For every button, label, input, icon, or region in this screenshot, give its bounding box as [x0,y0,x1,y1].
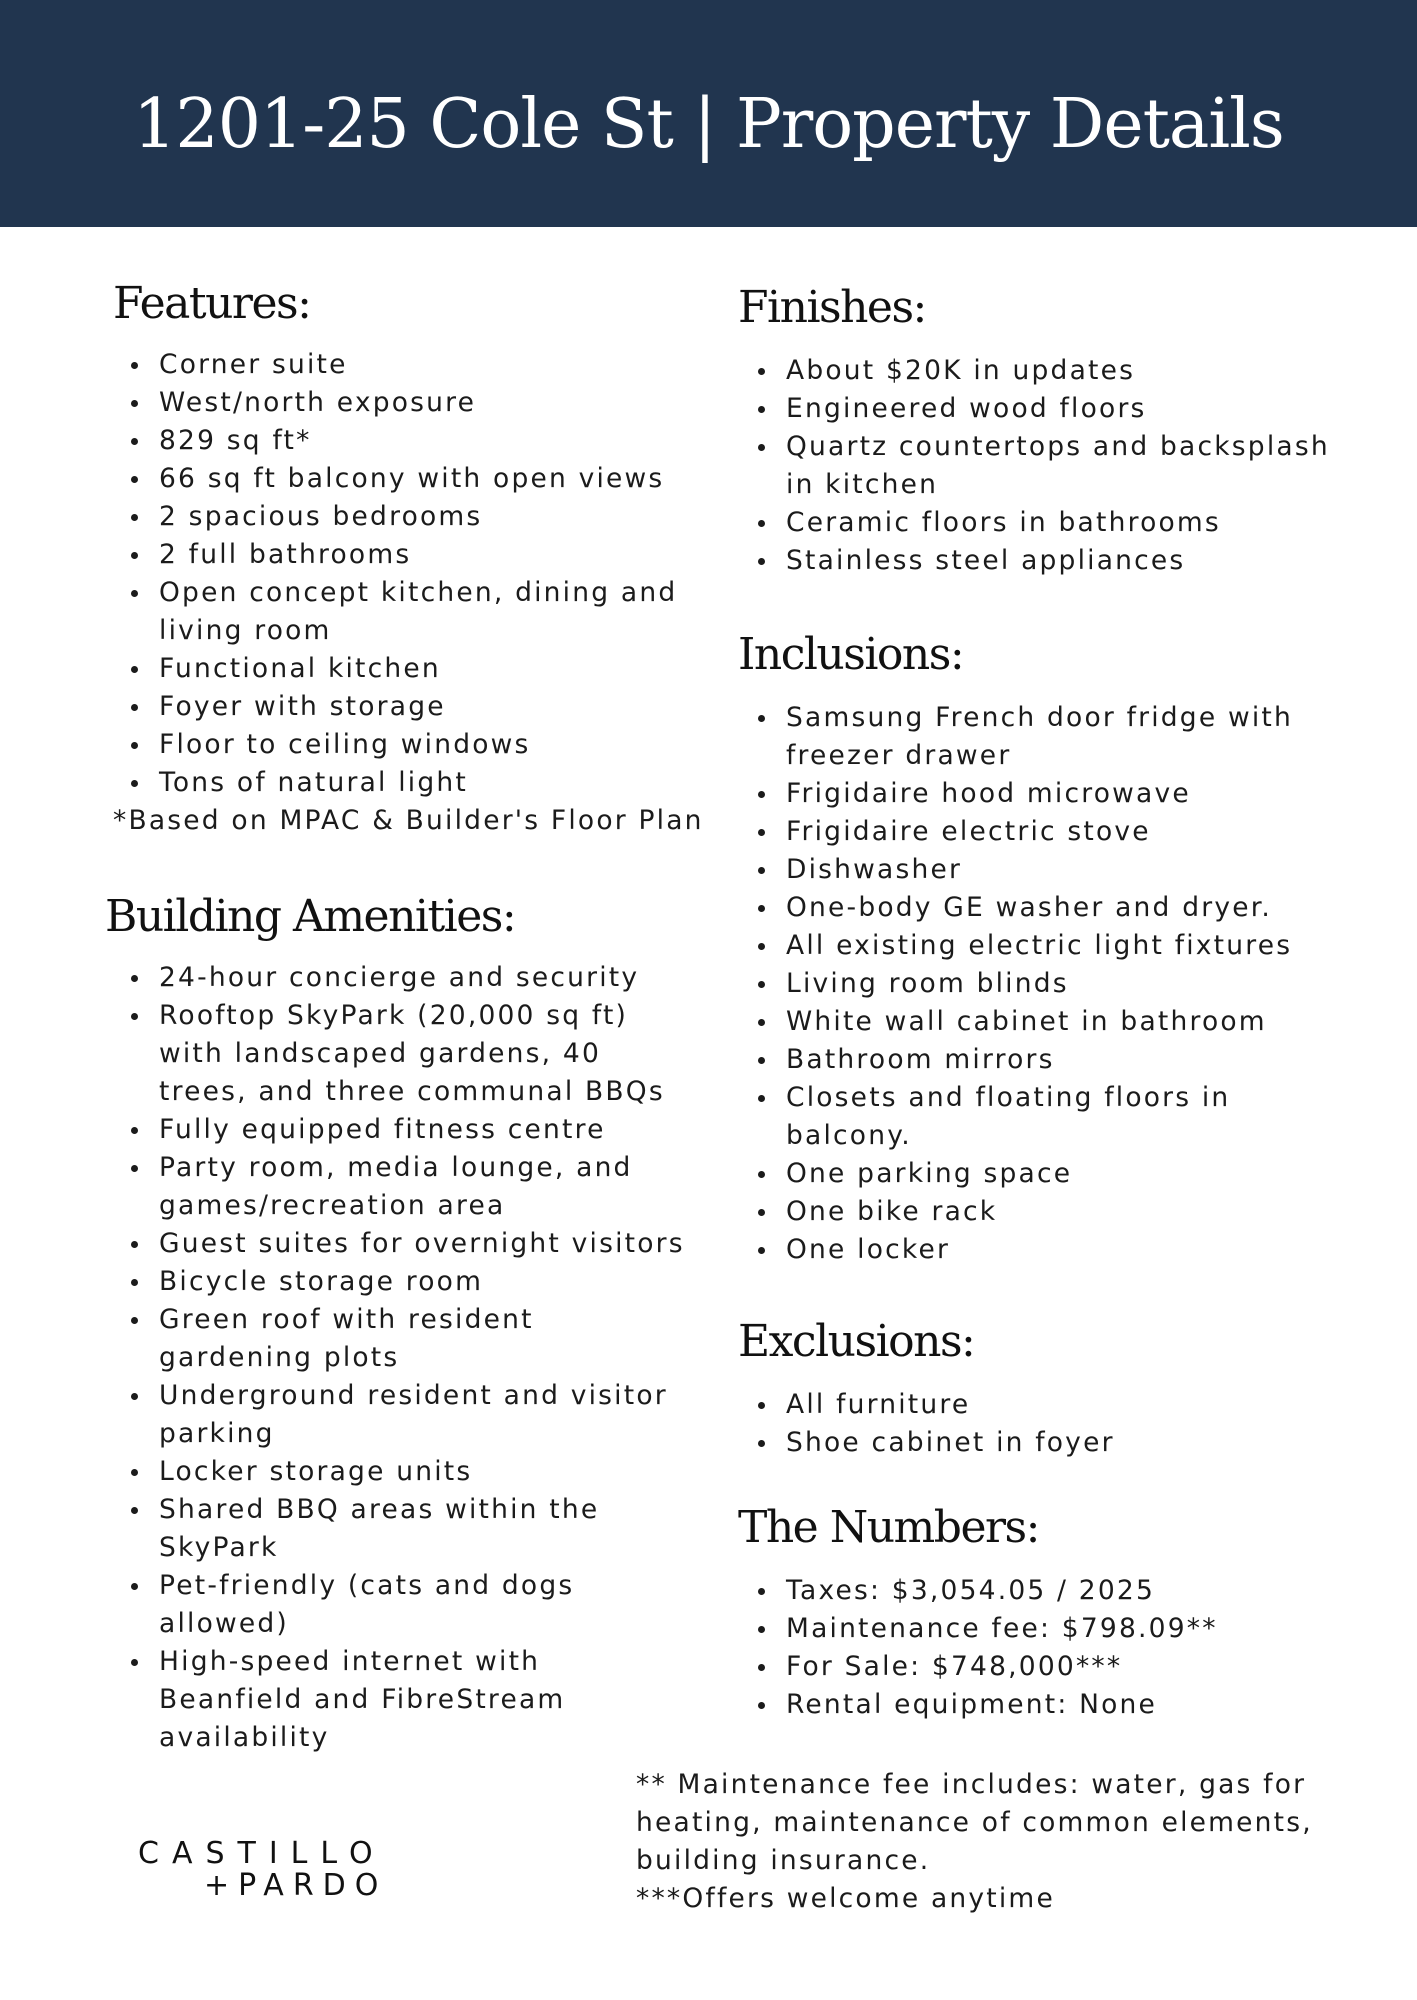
offers-footnote: ***Offers welcome anytime [636,1883,1055,1914]
list-item: White wall cabinet in bathroom [740,1003,1348,1041]
features-heading: Features: [113,278,311,329]
list-item: Pet-friendly (cats and dogs allowed) [113,1567,695,1643]
list-item: Dishwasher [740,851,1348,889]
features-list [113,346,693,802]
list-item: Party room, media lounge, and games/recreation area [113,1149,695,1225]
inclusions-list [740,699,1348,1269]
list-item: About $20K in updates [740,352,1348,390]
list-item: West/north exposure [113,384,693,422]
logo-line-castillo: CASTILLO [138,1836,386,1871]
list-item: 2 spacious bedrooms [113,498,693,536]
exclusions-heading: Exclusions: [738,1316,975,1367]
list-item: Bathroom mirrors [740,1041,1348,1079]
list-item: 2 full bathrooms [113,536,693,574]
floor-plan-footnote: *Based on MPAC & Builder's Floor Plan [113,805,704,836]
list-item: For Sale: $748,000*** [740,1648,1348,1686]
list-item: Functional kitchen [113,650,693,688]
list-item: Bicycle storage room [113,1263,695,1301]
header-banner [0,0,1417,227]
list-item: Frigidaire hood microwave [740,775,1348,813]
list-item: One parking space [740,1155,1348,1193]
list-item: 829 sq ft* [113,422,693,460]
list-item: One bike rack [740,1193,1348,1231]
numbers-list [740,1572,1348,1724]
list-item: Stainless steel appliances [740,542,1348,580]
list-item: Engineered wood floors [740,390,1348,428]
list-item: Open concept kitchen, dining and living room [113,574,693,650]
list-item: Frigidaire electric stove [740,813,1348,851]
maintenance-footnote-line: heating, maintenance of common elements, [636,1807,1313,1838]
amenities-heading: Building Amenities: [105,891,516,942]
brokerage-logo [138,1838,398,1902]
list-item: All furniture [740,1386,1348,1424]
list-item: Green roof with resident gardening plots [113,1301,695,1377]
list-item: Maintenance fee: $798.09** [740,1610,1348,1648]
list-item: Corner suite [113,346,693,384]
list-item: Rooftop SkyPark (20,000 sq ft) with landscaped gardens, 40 trees, and three communal BBQs [113,997,695,1111]
list-item: Guest suites for overnight visitors [113,1225,695,1263]
list-item: Floor to ceiling windows [113,726,693,764]
amenities-list [113,959,695,1757]
list-item: Rental equipment: None [740,1686,1348,1724]
list-item: Quartz countertops and backsplash in kitchen [740,428,1348,504]
inclusions-section [738,627,1348,1269]
amenities-section [105,889,695,1757]
list-item: Underground resident and visitor parking [113,1377,695,1453]
list-item: Foyer with storage [113,688,693,726]
list-item: One-body GE washer and dryer. [740,889,1348,927]
list-item: 66 sq ft balcony with open views [113,460,693,498]
list-item: Taxes: $3,054.05 / 2025 [740,1572,1348,1610]
list-item: Tons of natural light [113,764,693,802]
list-item: Closets and floating floors in balcony. [740,1079,1348,1155]
finishes-section [738,280,1348,580]
list-item: 24-hour concierge and security [113,959,695,997]
list-item: Shared BBQ areas within the SkyPark [113,1491,695,1567]
logo-line-pardo: +PARDO [204,1868,388,1903]
features-section [113,276,693,802]
maintenance-footnote-line: ** Maintenance fee includes: water, gas for [636,1769,1307,1800]
numbers-heading: The Numbers: [738,1502,1039,1553]
list-item: Living room blinds [740,965,1348,1003]
finishes-heading: Finishes: [738,282,926,333]
page-title: 1201-25 Cole St | Property Details [133,85,1284,164]
exclusions-list [740,1386,1348,1462]
finishes-list [740,352,1348,580]
list-item: High-speed internet with Beanfield and FibreStream availability [113,1643,695,1757]
maintenance-footnote [636,1766,1336,1918]
maintenance-footnote-line: building insurance. [636,1845,931,1876]
exclusions-section [738,1314,1348,1462]
list-item: Shoe cabinet in foyer [740,1424,1348,1462]
list-item: All existing electric light fixtures [740,927,1348,965]
list-item: One locker [740,1231,1348,1269]
list-item: Samsung French door fridge with freezer drawer [740,699,1348,775]
numbers-section [738,1500,1348,1724]
list-item: Ceramic floors in bathrooms [740,504,1348,542]
inclusions-heading: Inclusions: [738,629,964,680]
list-item: Fully equipped fitness centre [113,1111,695,1149]
list-item: Locker storage units [113,1453,695,1491]
